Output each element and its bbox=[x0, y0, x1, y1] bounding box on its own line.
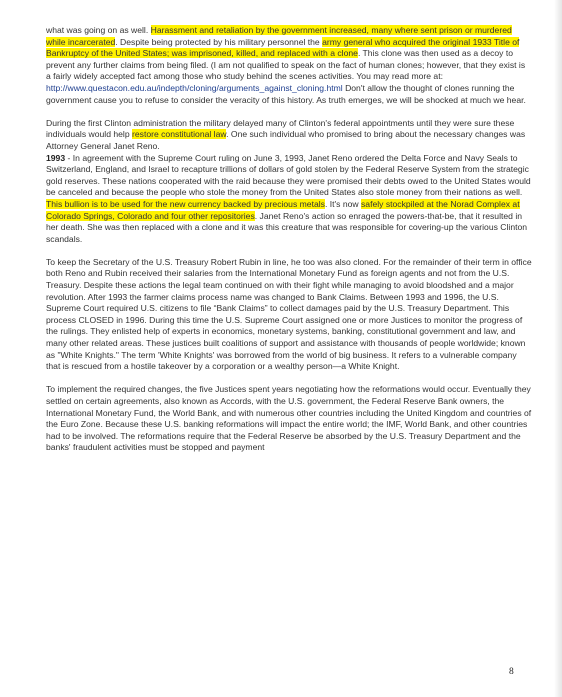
page-edge-shadow bbox=[554, 0, 562, 697]
text-segment: . Janet Reno's action so enraged the powers-that-be, that it resulted in her death. She was then replaced with a clone and it was this creature that was responsible for covering-up the various Clinton scandals. bbox=[46, 210, 528, 244]
highlighted-text: This bullion is to be used for the new currency backed by precious metals bbox=[46, 198, 325, 209]
text-segment: what was going on as well. bbox=[46, 25, 151, 35]
text-segment: . It's now bbox=[324, 198, 361, 209]
text-segment: Don't allow the thought of clones running the government cause you to refuse to consider the veracity of this history. As truth emerges, we will be shocked at much we hear. bbox=[46, 82, 526, 105]
highlighted-text: Harassment and retaliation by the government increased, many where sent prison or murdered while incarcerated bbox=[46, 25, 512, 47]
paragraph bbox=[46, 118, 532, 246]
hyperlink[interactable]: http://www.questacon.edu.au/indepth/cloning/arguments_against_cloning.html bbox=[46, 82, 343, 93]
text-segment: . Despite being protected by his military personnel the bbox=[115, 36, 323, 47]
paragraph bbox=[46, 384, 532, 454]
text-segment: - In agreement with the Supreme Court ruling on June 3, 1993, Janet Reno ordered the Delta Force and Navy Seals to Switzerland, England, and Israel to recapture trillions of dollars of gold stolen by the Federal Reserve System from the strategic gold reserves. These nations cooperated with the raid because they were promised their debts owed to the United States would be canceled and because the people who stole the money from the United States also stole money from their nations as well. bbox=[46, 152, 531, 198]
text-segment: . This clone was then used as a decoy to prevent any further claims from being filed. (I am not qualified to speak on the fact of human clones; however, that they exist is a fairly widely accepted fact among those who study behind the scenes activities. You may read more at: bbox=[46, 48, 526, 82]
highlighted-text: safely stockpiled at the Norad Complex at Colorado Springs, Colorado and four other repositories bbox=[46, 198, 520, 221]
paragraph bbox=[46, 257, 532, 373]
text-segment: To keep the Secretary of the U.S. Treasury Robert Rubin in line, he too was also cloned. For the remainder of their term in office both Reno and Rubin received their salaries from the International Monetary Fund as foreign agents and not from the U.S. Treasury. Despite these actions the legal team continued on with their fight while managing to avoid bloodshed and a major revolution. After 1993 the farmer claims process name was changed to Bank Claims. Between 1993 and 1996, the U.S. Supreme Court required U.S. citizens to file “Bank Claims” to collect damages paid by the U.S. Treasury Department. This process CLOSED in 1996. During this time the U.S. Supreme Court assigned one or more Justices to monitor the progress of the rulings. They enlisted help of experts in economics, monetary systems, banking, constitutional government and law, and many other related areas. These justices built coalitions of support and assistance with thousands of people worldwide; known as "White Knights." The term 'White Knights' was borrowed from the world of big business. It refers to a vulnerable company that is rescued from a hostile takeover by a corporation or a wealthy person—a White Knight. bbox=[46, 256, 532, 372]
paragraph bbox=[46, 25, 532, 106]
highlighted-text: army general who acquired the original 1933 Title of Bankruptcy of the United States; was imprisoned, killed, and replaced with a clone bbox=[46, 36, 520, 59]
highlighted-text: restore constitutional law bbox=[132, 129, 227, 140]
document-body bbox=[46, 25, 532, 466]
text-segment: To implement the required changes, the five Justices spent years negotiating how the reformations would occur. Eventually they settled on certain agreements, also known as Accords, with the U.S. government, the Federal Reserve Bank owners, the International Monetary Fund, the World Bank, and with numerous other countries including the United Kingdom and countries of the Euro Zone. Because these U.S. banking reformations will impact the entire world; the IMF, World Bank, and other countries had to be involved. The reformations require that the Federal Reserve be absorbed by the U.S. Treasury Department and the banks' fraudulent activities must be stopped and payment bbox=[46, 384, 532, 453]
text-segment: . One such individual who promised to bring about the necessary changes was Attorney General Janet Reno. bbox=[46, 129, 526, 151]
text-segment: During the first Clinton administration the military delayed many of Clinton's federal appointments until they were sure these individuals would help bbox=[46, 117, 515, 140]
year-label: 1993 bbox=[46, 152, 66, 163]
page-number: 8 bbox=[509, 667, 514, 677]
